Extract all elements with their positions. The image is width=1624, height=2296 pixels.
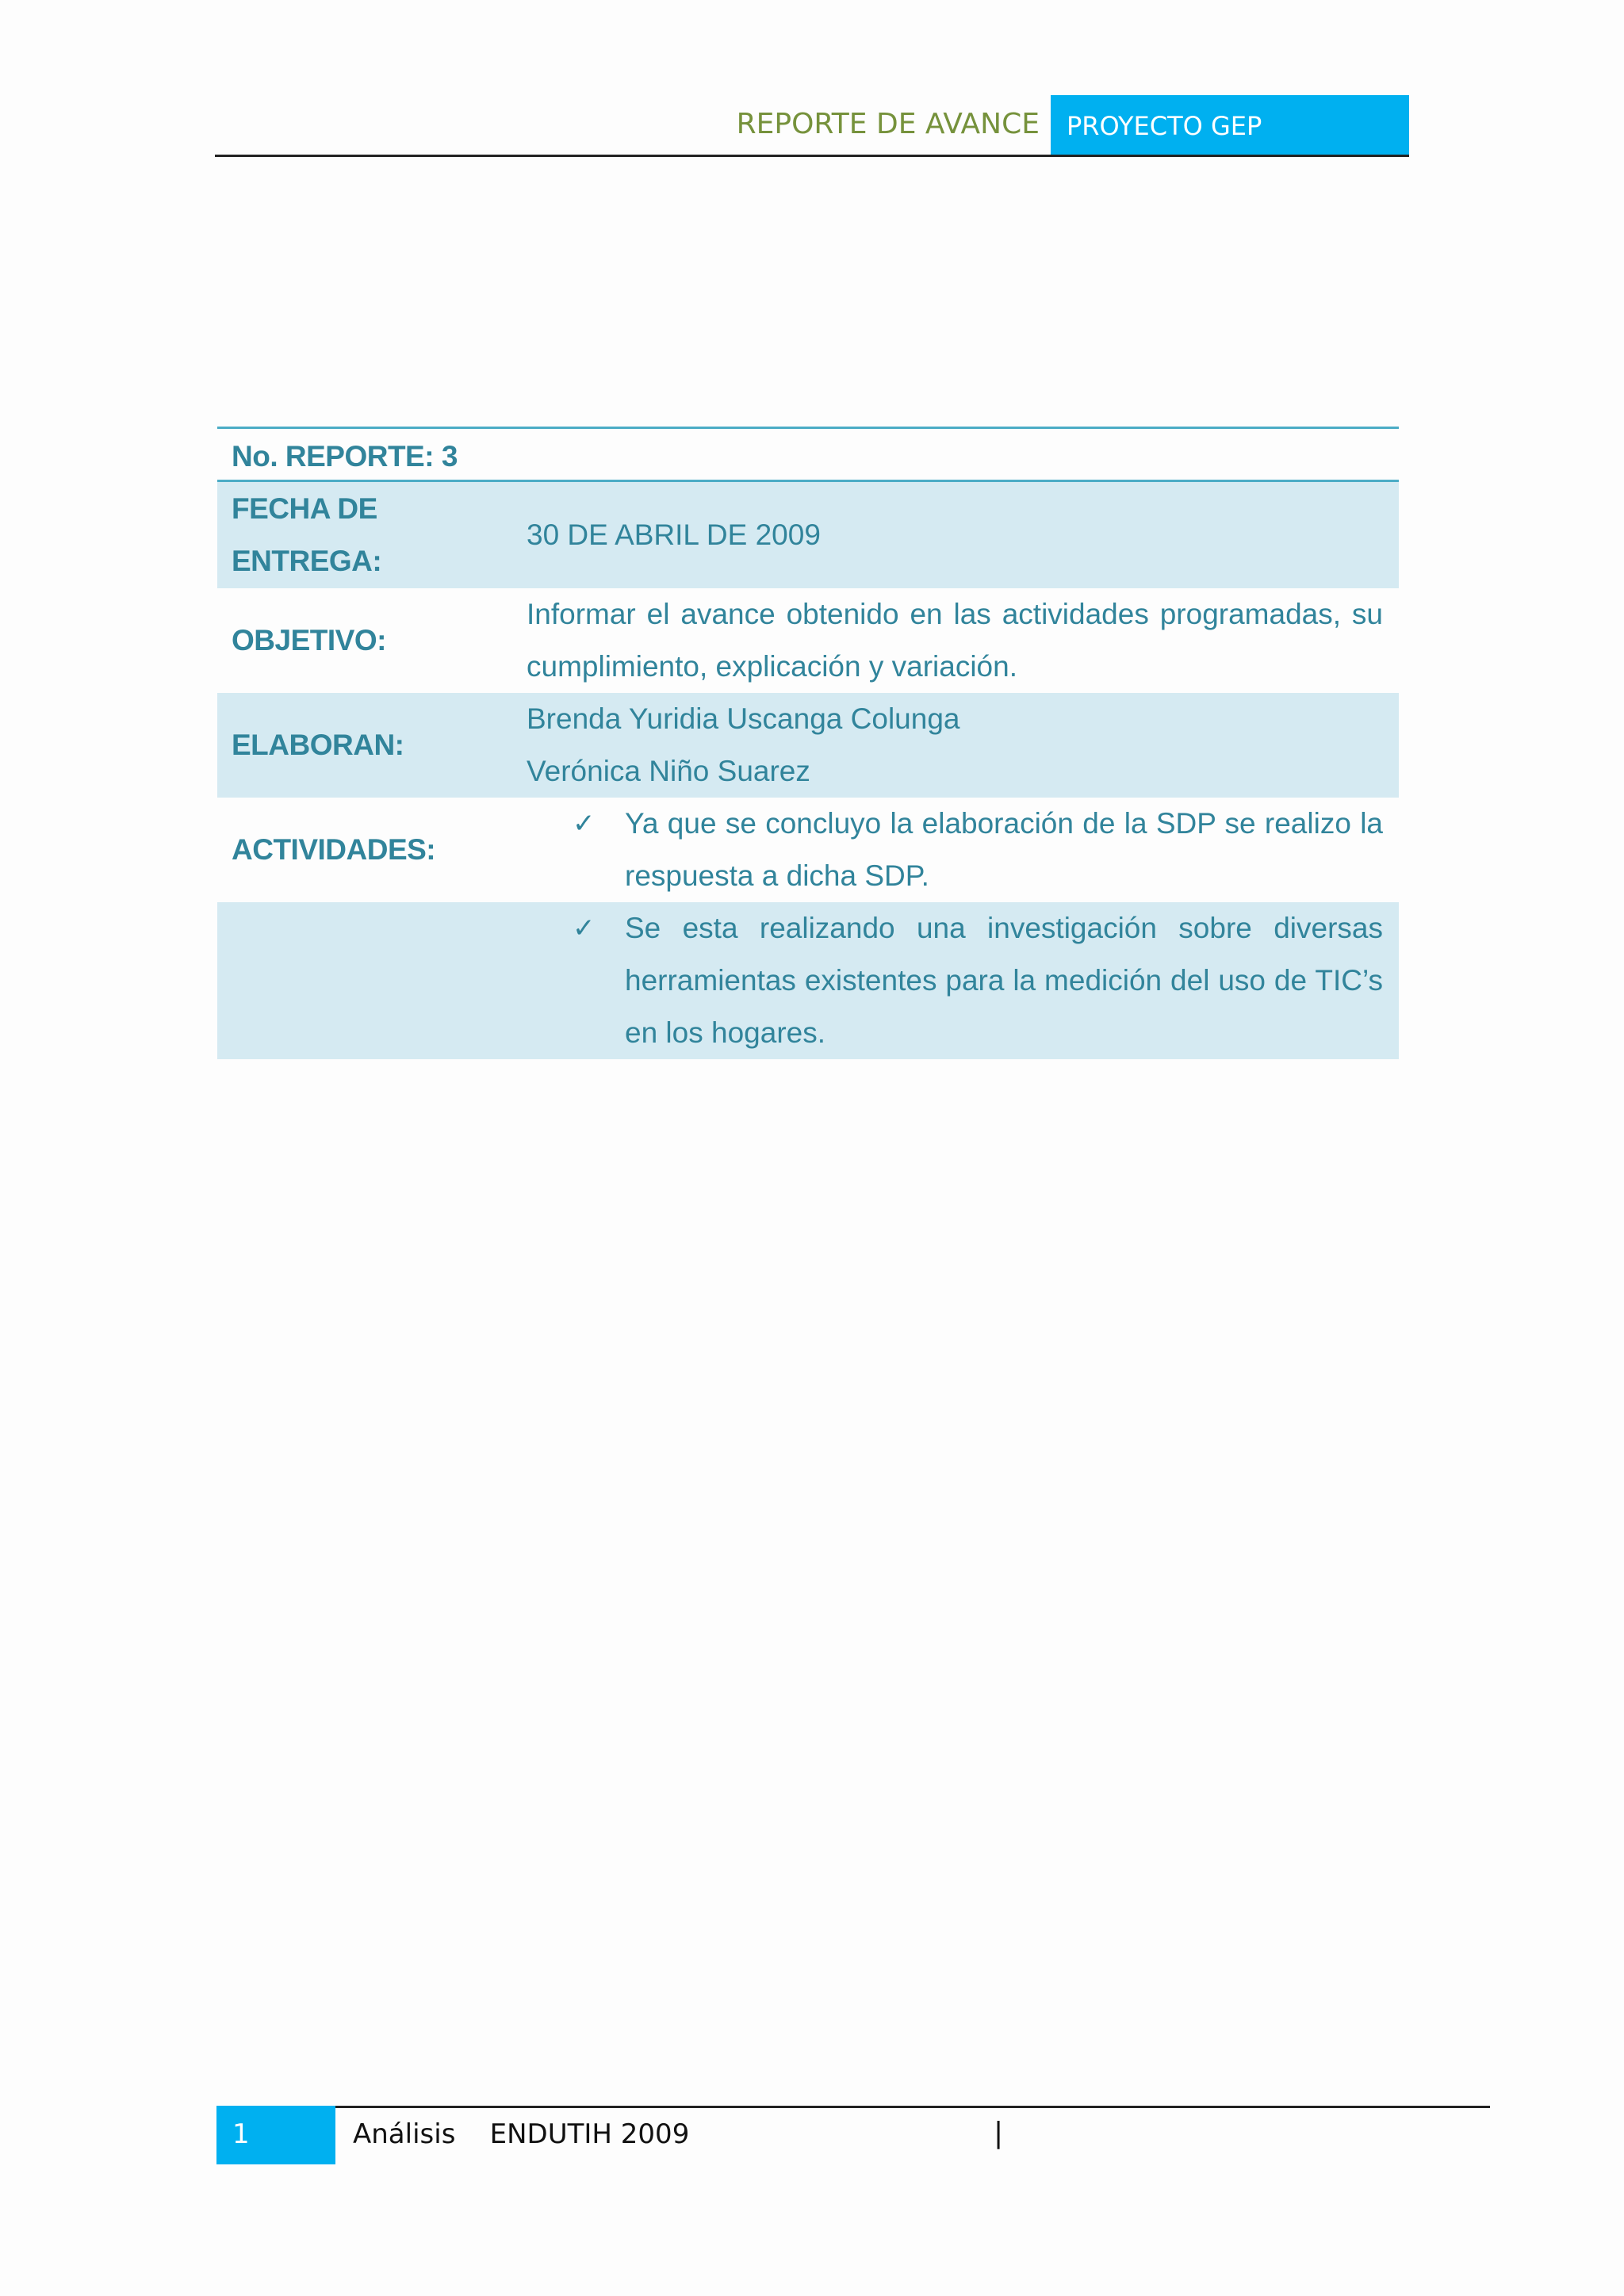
checkmark-icon: ✓ [573, 809, 596, 839]
fecha-value-cell [523, 482, 1399, 588]
activity-text: Se esta realizando una investigación sobre diversas herramientas existentes para la medición del uso de TIC’s en los hogares. [625, 912, 1383, 1049]
report-number-label: No. REPORTE: 3 [232, 440, 458, 473]
elaboran-row [217, 693, 1399, 798]
author-name: Verónica Niño Suarez [527, 755, 810, 787]
footer-rule [216, 2106, 1490, 2108]
objetivo-row [217, 588, 1399, 693]
empty-label-cell [217, 902, 523, 1059]
footer-separator: | [994, 2117, 1004, 2149]
activity-item [527, 902, 1383, 1059]
fecha-label-text: FECHA DE ENTREGA: [232, 492, 382, 577]
actividades-row-continued [217, 902, 1399, 1059]
header-project-label: PROYECTO GEP [1067, 111, 1262, 141]
fecha-value: 30 DE ABRIL DE 2009 [527, 519, 821, 551]
elaboran-names [523, 693, 1399, 798]
checkmark-icon: ✓ [573, 913, 596, 943]
header-project-box [1051, 95, 1409, 155]
activity-cell [523, 798, 1399, 902]
objetivo-label-text: OBJETIVO: [232, 624, 386, 656]
page-footer [216, 2106, 1490, 2164]
actividades-label-text: ACTIVIDADES: [232, 833, 436, 866]
fecha-label [217, 482, 523, 588]
header-title: REPORTE DE AVANCE [736, 108, 1040, 140]
page-header [215, 95, 1409, 157]
activity-text: Ya que se concluyo la elaboración de la SDP se realizo la respuesta a dicha SDP. [625, 807, 1383, 892]
footer-text: Análisis ENDUTIH 2009 [353, 2118, 690, 2150]
actividades-row [217, 798, 1399, 902]
report-number-row [217, 429, 1399, 482]
page-number-box [216, 2106, 335, 2164]
activity-item [527, 798, 1383, 902]
report-table [217, 427, 1399, 1059]
author-name: Brenda Yuridia Uscanga Colunga [527, 702, 960, 735]
actividades-label [217, 798, 523, 902]
objetivo-label [217, 588, 523, 693]
header-rule [215, 155, 1409, 157]
fecha-row [217, 482, 1399, 588]
objetivo-value: Informar el avance obtenido en las actividades programadas, su cumplimiento, explicación y variación. [527, 598, 1383, 683]
elaboran-label [217, 693, 523, 798]
page-number: 1 [232, 2118, 250, 2150]
activity-cell [523, 902, 1399, 1059]
elaboran-label-text: ELABORAN: [232, 729, 404, 761]
